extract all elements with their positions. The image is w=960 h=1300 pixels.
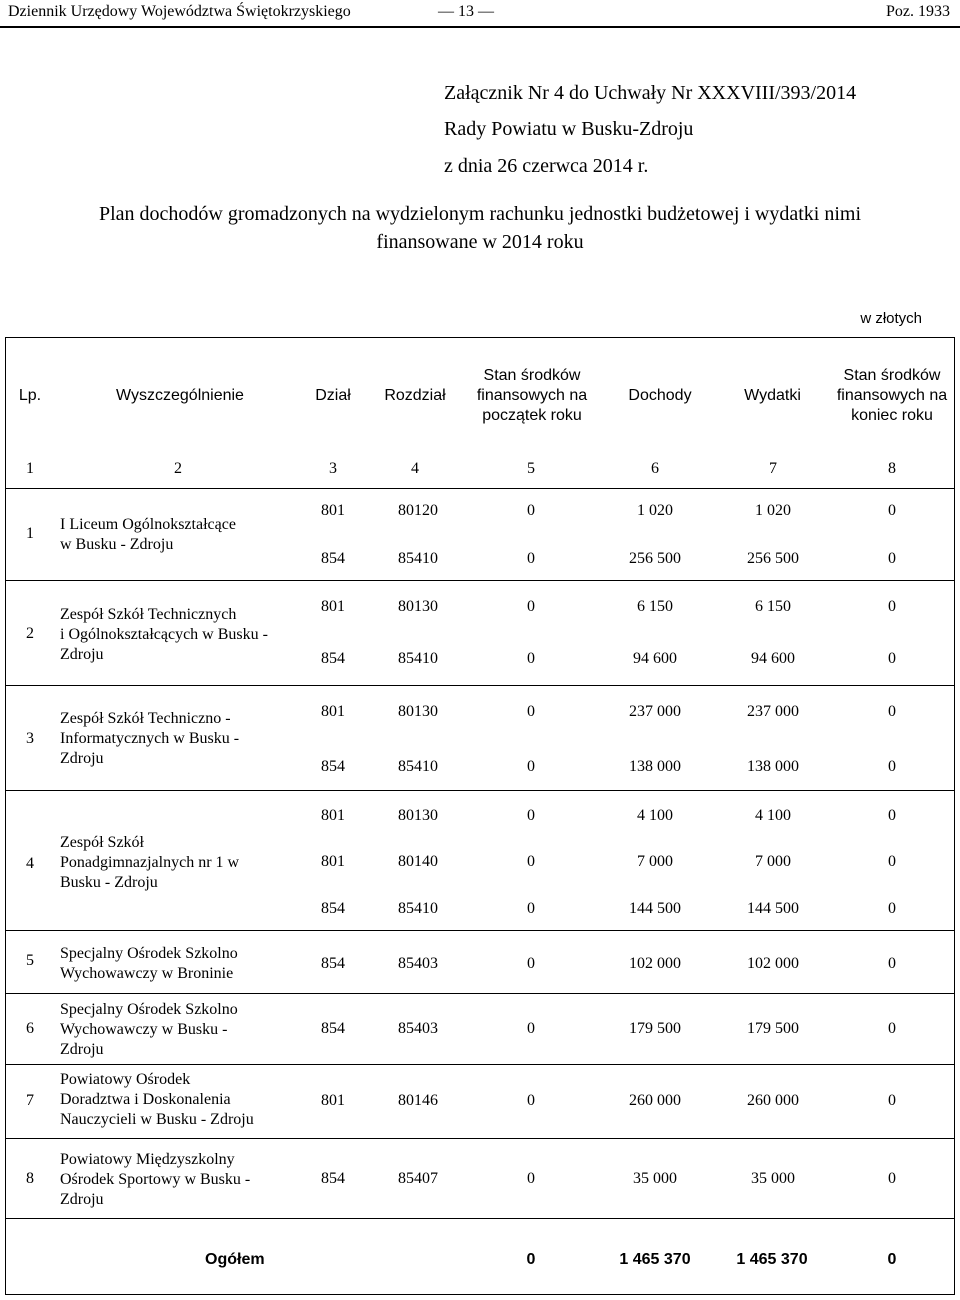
header-name: Wyszczególnienie bbox=[116, 387, 244, 404]
unit-name-line: w Busku - Zdroju bbox=[60, 536, 174, 553]
row-number: 1 bbox=[26, 525, 34, 542]
cell-expenses: 7 000 bbox=[755, 853, 791, 870]
row-divider bbox=[5, 930, 955, 931]
cell-expenses: 144 500 bbox=[747, 900, 799, 917]
title-line-1: Plan dochodów gromadzonych na wydzielonym rachunku jednostki budżetowej i wydatki nimi bbox=[98, 203, 862, 225]
position-number: Poz. 1933 bbox=[886, 3, 950, 20]
cell-rozdzial: 85410 bbox=[398, 900, 438, 917]
header-end-line-3: koniec roku bbox=[851, 407, 933, 424]
cell-dzial: 854 bbox=[321, 650, 345, 667]
page-header bbox=[0, 0, 960, 28]
cell-income: 138 000 bbox=[629, 758, 681, 775]
attachment-line-1: Załącznik Nr 4 do Uchwały Nr XXXVIII/393/2014 bbox=[444, 82, 857, 104]
row-number: 4 bbox=[26, 855, 34, 872]
document-title bbox=[40, 200, 920, 256]
unit-name bbox=[60, 833, 300, 893]
unit-name bbox=[60, 944, 300, 984]
cell-income: 144 500 bbox=[629, 900, 681, 917]
cell-rozdzial: 80130 bbox=[398, 807, 438, 824]
unit-name-line: Wychowawczy w Broninie bbox=[60, 965, 234, 982]
unit-name-line: Ponadgimnazjalnych nr 1 w bbox=[60, 854, 240, 871]
cell-start-balance: 0 bbox=[527, 1170, 535, 1187]
unit-name-line: Zespół Szkół Technicznych bbox=[60, 606, 237, 623]
cell-rozdzial: 80130 bbox=[398, 703, 438, 720]
cell-expenses: 260 000 bbox=[747, 1092, 799, 1109]
cell-end-balance: 0 bbox=[888, 1020, 896, 1037]
row-number: 6 bbox=[26, 1020, 34, 1037]
cell-income: 6 150 bbox=[637, 598, 673, 615]
column-number: 7 bbox=[769, 460, 777, 477]
cell-end-balance: 0 bbox=[888, 598, 896, 615]
cell-start-balance: 0 bbox=[527, 550, 535, 567]
cell-rozdzial: 85403 bbox=[398, 1020, 438, 1037]
unit-name-line: Specjalny Ośrodek Szkolno bbox=[60, 945, 238, 962]
header-lp: Lp. bbox=[18, 387, 42, 404]
cell-start-balance: 0 bbox=[527, 598, 535, 615]
unit-name bbox=[60, 1150, 300, 1210]
cell-start-balance: 0 bbox=[527, 703, 535, 720]
cell-income: 237 000 bbox=[629, 703, 681, 720]
unit-name bbox=[60, 1070, 300, 1130]
cell-end-balance: 0 bbox=[888, 1170, 896, 1187]
column-number: 3 bbox=[329, 460, 337, 477]
attachment-line-2: Rady Powiatu w Busku-Zdroju bbox=[444, 118, 694, 140]
unit-name bbox=[60, 1000, 300, 1060]
unit-name-line: Powiatowy Międzyszkolny bbox=[60, 1151, 235, 1168]
row-number: 2 bbox=[26, 625, 34, 642]
row-divider bbox=[5, 993, 955, 994]
row-divider bbox=[5, 1064, 955, 1065]
cell-income: 35 000 bbox=[633, 1170, 677, 1187]
unit-name-line: Zdroju bbox=[60, 750, 104, 767]
cell-dzial: 854 bbox=[321, 1170, 345, 1187]
unit-name-line: Wychowawczy w Busku - bbox=[60, 1021, 228, 1038]
cell-dzial: 854 bbox=[321, 955, 345, 972]
cell-dzial: 854 bbox=[321, 1020, 345, 1037]
cell-dzial: 801 bbox=[321, 598, 345, 615]
column-number: 2 bbox=[174, 460, 182, 477]
total-end: 0 bbox=[887, 1251, 897, 1268]
cell-dzial: 854 bbox=[321, 900, 345, 917]
cell-dzial: 801 bbox=[321, 1092, 345, 1109]
column-number: 6 bbox=[651, 460, 659, 477]
cell-start-balance: 0 bbox=[527, 502, 535, 519]
cell-end-balance: 0 bbox=[888, 758, 896, 775]
unit-name bbox=[60, 515, 300, 555]
cell-end-balance: 0 bbox=[888, 502, 896, 519]
column-number: 5 bbox=[527, 460, 535, 477]
header-end-line-2: finansowych na bbox=[836, 387, 948, 404]
cell-income: 256 500 bbox=[629, 550, 681, 567]
total-expenses: 1 465 370 bbox=[736, 1251, 808, 1268]
row-number: 3 bbox=[26, 730, 34, 747]
cell-start-balance: 0 bbox=[527, 955, 535, 972]
header-end-line-1: Stan środków bbox=[843, 367, 941, 384]
cell-end-balance: 0 bbox=[888, 650, 896, 667]
cell-expenses: 94 600 bbox=[751, 650, 795, 667]
header-income: Dochody bbox=[628, 387, 692, 404]
row-divider bbox=[5, 1138, 955, 1139]
cell-start-balance: 0 bbox=[527, 900, 535, 917]
cell-dzial: 801 bbox=[321, 502, 345, 519]
total-income: 1 465 370 bbox=[619, 1251, 691, 1268]
cell-end-balance: 0 bbox=[888, 955, 896, 972]
row-number: 7 bbox=[26, 1092, 34, 1109]
cell-rozdzial: 80120 bbox=[398, 502, 438, 519]
header-start-line-3: początek roku bbox=[482, 407, 582, 424]
header-expenses: Wydatki bbox=[744, 387, 801, 404]
cell-rozdzial: 85407 bbox=[398, 1170, 438, 1187]
row-divider bbox=[5, 580, 955, 581]
cell-income: 4 100 bbox=[637, 807, 673, 824]
unit-name-line: Powiatowy Ośrodek bbox=[60, 1071, 191, 1088]
column-number: 1 bbox=[26, 460, 34, 477]
cell-expenses: 4 100 bbox=[755, 807, 791, 824]
cell-start-balance: 0 bbox=[527, 758, 535, 775]
cell-rozdzial: 85410 bbox=[398, 550, 438, 567]
cell-dzial: 801 bbox=[321, 853, 345, 870]
cell-expenses: 138 000 bbox=[747, 758, 799, 775]
unit-name-line: Zespół Szkół bbox=[60, 834, 144, 851]
unit-name-line: Zdroju bbox=[60, 1191, 104, 1208]
cell-expenses: 256 500 bbox=[747, 550, 799, 567]
row-divider bbox=[5, 790, 955, 791]
cell-end-balance: 0 bbox=[888, 703, 896, 720]
unit-name-line: i Ogólnokształcących w Busku - bbox=[60, 626, 268, 643]
cell-dzial: 854 bbox=[321, 550, 345, 567]
cell-income: 1 020 bbox=[637, 502, 673, 519]
cell-expenses: 102 000 bbox=[747, 955, 799, 972]
header-start-line-2: finansowych na bbox=[476, 387, 588, 404]
unit-name-line: Nauczycieli w Busku - Zdroju bbox=[60, 1111, 254, 1128]
cell-start-balance: 0 bbox=[527, 650, 535, 667]
cell-start-balance: 0 bbox=[527, 853, 535, 870]
cell-end-balance: 0 bbox=[888, 550, 896, 567]
unit-name-line: Informatycznych w Busku - bbox=[60, 730, 240, 747]
cell-start-balance: 0 bbox=[527, 1092, 535, 1109]
unit-name bbox=[60, 709, 300, 769]
header-rozdzial: Rozdział bbox=[384, 387, 446, 404]
unit-name bbox=[60, 605, 300, 665]
cell-start-balance: 0 bbox=[527, 807, 535, 824]
cell-income: 260 000 bbox=[629, 1092, 681, 1109]
cell-start-balance: 0 bbox=[527, 1020, 535, 1037]
unit-name-line: Zdroju bbox=[60, 1041, 104, 1058]
row-number: 5 bbox=[26, 952, 34, 969]
cell-expenses: 237 000 bbox=[747, 703, 799, 720]
header-start-balance bbox=[462, 366, 602, 426]
header-dzial: Dział bbox=[315, 387, 351, 404]
cell-end-balance: 0 bbox=[888, 900, 896, 917]
cell-expenses: 179 500 bbox=[747, 1020, 799, 1037]
cell-income: 7 000 bbox=[637, 853, 673, 870]
row-divider bbox=[5, 488, 955, 489]
journal-name: Dziennik Urzędowy Województwa Świętokrzyskiego bbox=[8, 3, 351, 20]
cell-end-balance: 0 bbox=[888, 1092, 896, 1109]
header-end-balance bbox=[822, 366, 960, 426]
total-label: Ogółem bbox=[205, 1251, 265, 1268]
unit-name-line: Doradztwa i Doskonalenia bbox=[60, 1091, 231, 1108]
unit-name-line: Ośrodek Sportowy w Busku - bbox=[60, 1171, 251, 1188]
cell-expenses: 1 020 bbox=[755, 502, 791, 519]
row-number: 8 bbox=[26, 1170, 34, 1187]
cell-income: 94 600 bbox=[633, 650, 677, 667]
unit-name-line: I Liceum Ogólnokształcące bbox=[60, 516, 236, 533]
cell-end-balance: 0 bbox=[888, 807, 896, 824]
cell-dzial: 854 bbox=[321, 758, 345, 775]
cell-rozdzial: 85410 bbox=[398, 758, 438, 775]
row-divider bbox=[5, 685, 955, 686]
cell-rozdzial: 80130 bbox=[398, 598, 438, 615]
column-number: 4 bbox=[411, 460, 419, 477]
header-start-line-1: Stan środków bbox=[483, 367, 581, 384]
attachment-line-3: z dnia 26 czerwca 2014 r. bbox=[444, 155, 649, 177]
cell-rozdzial: 80146 bbox=[398, 1092, 438, 1109]
cell-rozdzial: 85410 bbox=[398, 650, 438, 667]
unit-label: w złotych bbox=[860, 310, 922, 327]
unit-name-line: Zdroju bbox=[60, 646, 104, 663]
unit-name-line: Busku - Zdroju bbox=[60, 874, 158, 891]
total-start: 0 bbox=[526, 1251, 536, 1268]
cell-expenses: 6 150 bbox=[755, 598, 791, 615]
title-line-2: finansowane w 2014 roku bbox=[376, 231, 584, 253]
cell-income: 179 500 bbox=[629, 1020, 681, 1037]
unit-name-line: Zespół Szkół Techniczno - bbox=[60, 710, 231, 727]
cell-expenses: 35 000 bbox=[751, 1170, 795, 1187]
page-number: — 13 — bbox=[438, 3, 494, 20]
cell-dzial: 801 bbox=[321, 703, 345, 720]
row-divider bbox=[5, 1218, 955, 1219]
cell-dzial: 801 bbox=[321, 807, 345, 824]
cell-income: 102 000 bbox=[629, 955, 681, 972]
column-number: 8 bbox=[888, 460, 896, 477]
cell-end-balance: 0 bbox=[888, 853, 896, 870]
cell-rozdzial: 80140 bbox=[398, 853, 438, 870]
cell-rozdzial: 85403 bbox=[398, 955, 438, 972]
unit-name-line: Specjalny Ośrodek Szkolno bbox=[60, 1001, 238, 1018]
